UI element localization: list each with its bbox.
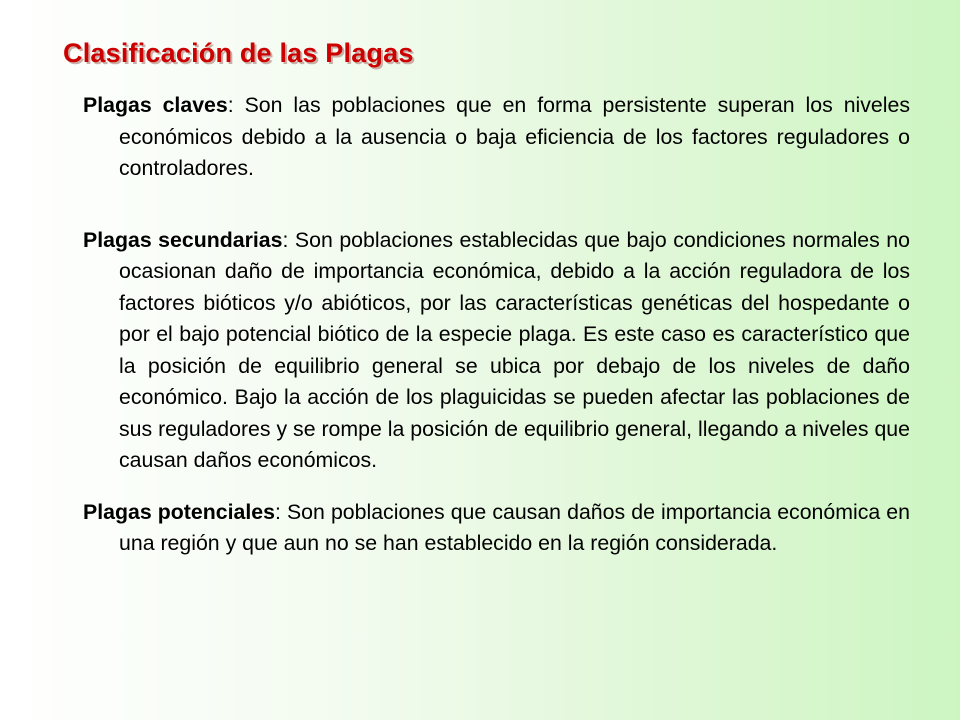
definition-term: Plagas claves — [83, 93, 228, 117]
definition-term: Plagas secundarias — [83, 227, 283, 252]
definition-text: Son poblaciones que causan daños de importancia económica en una región y que aun no se han establecido en la región considerada. — [119, 499, 910, 555]
definition-separator: : — [274, 499, 281, 524]
definition-term: Plagas potenciales — [83, 499, 275, 524]
definition-plagas-potenciales — [83, 497, 910, 560]
definition-plagas-secundarias — [83, 225, 910, 477]
definition-plagas-claves — [83, 90, 910, 185]
slide-title: Clasificación de las Plagas — [63, 38, 414, 68]
definition-separator: : — [282, 227, 289, 252]
definition-text: Son poblaciones establecidas que bajo condiciones normales no ocasionan daño de importancia económica, debido a la acción reguladora de los factores bióticos y/o abióticos, por las características genéticas del hospedante o por el bajo potencial biótico de la especie plaga. Es este caso es característico que la posición de equilibrio general se ubica por debajo de los niveles de daño económico. Bajo la acción de los plaguicidas se pueden afectar las poblaciones de sus reguladores y se rompe la posición de equilibrio general, llegando a niveles que causan daños económicos. — [119, 227, 910, 472]
definition-separator: : — [227, 93, 234, 117]
definition-text: Son las poblaciones que en forma persistente superan los niveles económicos debido a la ausencia o baja eficiencia de los factores reguladores o controladores. — [119, 93, 910, 180]
definitions-list — [83, 90, 910, 560]
